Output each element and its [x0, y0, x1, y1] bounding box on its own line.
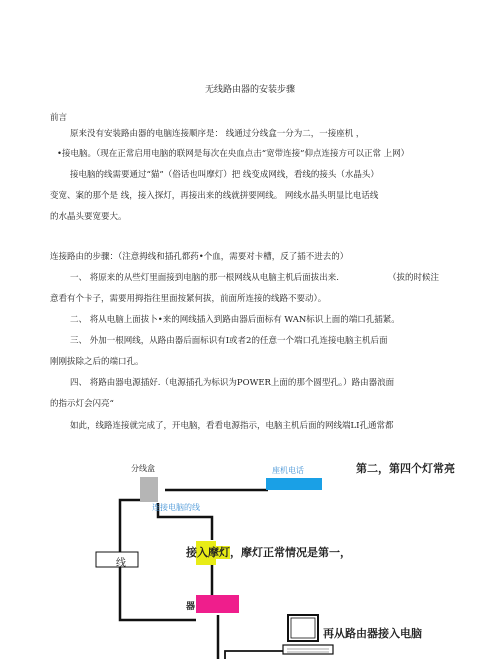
keyboard-icon [283, 645, 333, 654]
right-caption: 第二，第四个灯常亮 [356, 462, 455, 475]
step-4: 四、 将路由器电源插好.（电源插孔为标识为POWER上面的那个圆型孔。）路由器浪面 [70, 378, 395, 388]
router-label: 器 [186, 602, 196, 612]
step-5: 如此，线路连接就完成了，开电脑，看看电源指示，电脑主机后面的网线端LI孔通常都 [70, 421, 394, 431]
splitter-label: 分线盒 [131, 464, 155, 473]
step-2: 二、 将从电脑上面拔卜•来的网线插入到路由器后面标有 WAN标识上面的端口孔插紧。 [70, 315, 400, 325]
modem-caption-highlight: 摩灯 [208, 546, 230, 559]
document-title: 无线路由器的安装步骤 [204, 85, 295, 95]
step-1-note: （拔的时候注 [388, 273, 440, 283]
landline-box [266, 478, 322, 490]
modem-caption-prefix: 接入 [186, 546, 208, 559]
step-3-continued: 刚刚拔除之后的端口孔。 [50, 357, 144, 367]
connect-pc-label: 连接电脑的线 [152, 503, 200, 512]
line-box-label: 线 [116, 558, 126, 569]
paragraph-line: 变宽、案的那个是 线，接入探灯，再接出来的线就拼要网线。 网线水晶头明显比电话线 [50, 191, 379, 201]
step-3: 三、 外加一根网线，从路由器后面标识有I或者2的任意一个端口孔连接电脑主机后面 [70, 336, 388, 346]
modem-caption-suffix: ，摩灯正常情况是第一， [230, 546, 351, 559]
step-1: 一、 将原来的从些灯里面接到电脑的那一根网线从电脑主机后面拔出来. [70, 273, 339, 283]
modem-caption [186, 544, 351, 560]
paragraph-line: 的水晶头要宽要大。 [50, 212, 127, 222]
step-4-continued: 的指示灯会闪亮“ [50, 399, 114, 409]
connection-diagram [0, 455, 500, 659]
paragraph-line: 原来没有安装路由器的电脑连接顺序是： 线通过分线盒一分为二，一接座机 ， [70, 129, 365, 139]
preface-heading: 前言 [50, 113, 68, 123]
step-1-continued: 意看有个卡子，需要用拇指往里面按紧何拔，前面所连接的线路不要动）。 [50, 294, 327, 304]
bottom-caption: 再从路由器接入电脑 [323, 627, 422, 640]
splitter-box [140, 477, 158, 502]
steps-intro: 连接路由的步骤：（注意拇线和插孔都药•个血，需要对卡槽，反了插不进去的） [50, 252, 349, 262]
paragraph-line: 接电脑的线需要通过“猫”（俗话也叫摩灯）把 线变成网线，看线的接头（水晶头） [70, 170, 379, 180]
landline-label: 座机电话 [272, 466, 304, 475]
router-box [196, 595, 239, 613]
paragraph-line: •接电脑。（现在正常启用电脑的联网是每次在央血点击“宽带连接”仰点连接方可以正常 上网） [57, 149, 410, 159]
